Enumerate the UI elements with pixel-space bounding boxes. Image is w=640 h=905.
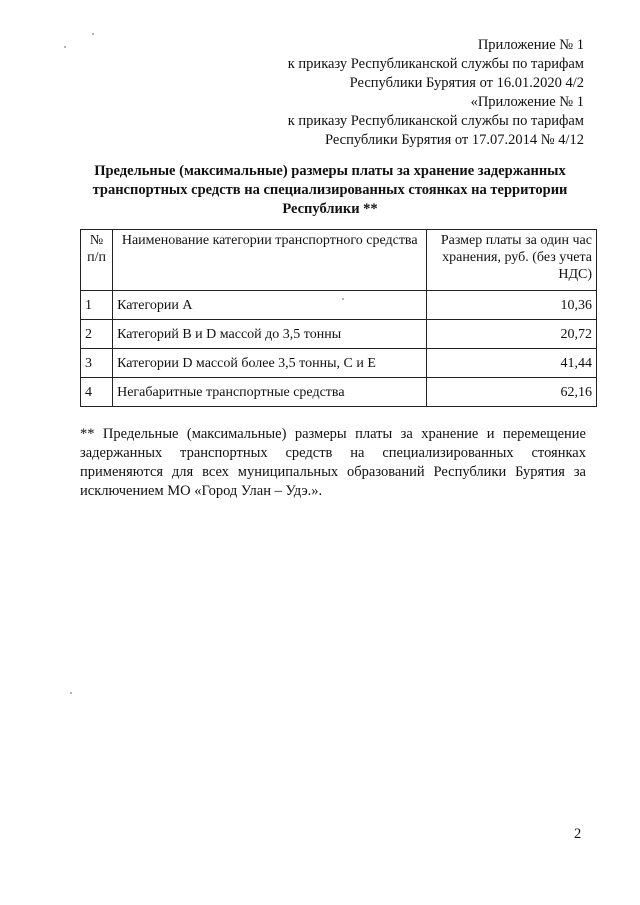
row-price: 10,36: [427, 291, 597, 320]
scan-speck: [64, 46, 66, 48]
header-line: Приложение № 1: [477, 37, 584, 53]
row-price: 62,16: [427, 378, 597, 407]
row-no: 1: [81, 291, 113, 320]
fees-table: [80, 229, 597, 407]
row-no: 3: [81, 349, 113, 378]
document-title: Предельные (максимальные) размеры платы за хранение задержанных транспортных средств на специализированных стоянках на территории Республики **: [92, 163, 568, 217]
row-no: 2: [81, 320, 113, 349]
scan-speck: [92, 33, 94, 35]
row-price: 41,44: [427, 349, 597, 378]
row-category: Негабаритные транспортные средства: [113, 378, 427, 407]
table-row: [81, 291, 597, 320]
header-line: к приказу Республиканской службы по тарифам: [287, 56, 584, 72]
row-no: 4: [81, 378, 113, 407]
row-category: Категории А: [113, 291, 427, 320]
row-price: 20,72: [427, 320, 597, 349]
row-category: Категорий В и D массой до 3,5 тонны: [113, 320, 427, 349]
table-row: [81, 378, 597, 407]
header-line: Республики Бурятия от 17.07.2014 № 4/12: [324, 132, 584, 148]
row-category: Категории D массой более 3,5 тонны, С и Е: [113, 349, 427, 378]
header-line: Республики Бурятия от 16.01.2020 4/2: [349, 75, 584, 91]
table-row: [81, 349, 597, 378]
footnote: ** Предельные (максимальные) размеры платы за хранение и перемещение задержанных транспортных средств на специализированных стоянках применяются для всех муниципальных образований Республики Бурятия за исключением МО «Город Улан – Удэ.».: [80, 426, 586, 499]
page-number: 2: [574, 826, 582, 842]
table-header-row: [81, 230, 597, 291]
header-line: «Приложение № 1: [470, 94, 584, 110]
header-category: Наименование категории транспортного средства: [113, 230, 427, 291]
table-row: [81, 320, 597, 349]
header-price: Размер платы за один час хранения, руб. (без учета НДС): [427, 230, 597, 291]
appendix-header: [288, 36, 584, 150]
header-no: № п/п: [81, 230, 113, 291]
header-line: к приказу Республиканской службы по тарифам: [287, 113, 584, 129]
scan-speck: [70, 692, 72, 694]
